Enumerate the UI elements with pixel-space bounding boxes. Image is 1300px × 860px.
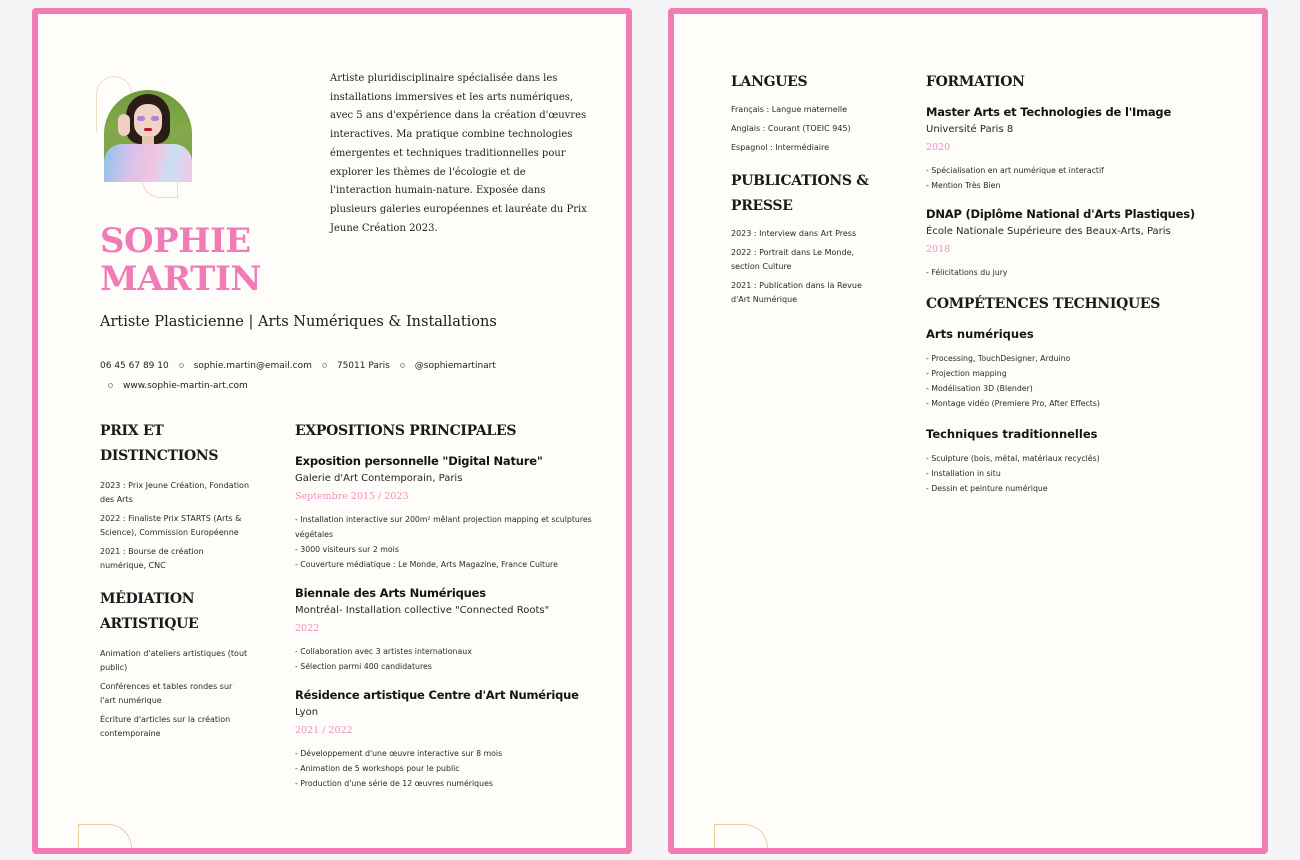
- resume-page-2: [668, 8, 1268, 854]
- exhibition-entry: [295, 686, 595, 791]
- section-title-mediation: [100, 587, 250, 637]
- entry-place: Université Paris 8: [926, 124, 1014, 135]
- skill-group-title: Techniques traditionnelles: [926, 427, 1098, 441]
- section-title-line: PUBLICATIONS &: [731, 173, 869, 189]
- entry-date: 2018: [926, 244, 951, 255]
- entry-bullet: - Félicitations du jury: [926, 268, 1008, 277]
- language-item: Français : Langue maternelle: [731, 105, 848, 114]
- mediation-item: Conférences et tables rondes sur l'art numérique: [100, 682, 233, 705]
- left-column: [731, 70, 881, 321]
- mediation-item: Animation d'ateliers artistiques (tout public): [100, 649, 248, 672]
- publication-item: 2023 : Interview dans Art Press: [731, 229, 857, 238]
- entry-bullet: - Sélection parmi 400 candidatures: [295, 662, 432, 671]
- entry-bullet: - Mention Très Bien: [926, 181, 1001, 190]
- bullet-separator-icon: [108, 383, 113, 388]
- education-entry: [926, 103, 1226, 193]
- skill-group: [926, 425, 1226, 496]
- section-title-education: FORMATION: [926, 74, 1025, 90]
- entry-bullet: - Installation interactive sur 200m² mêlant projection mapping et sculptures végétales: [295, 515, 592, 539]
- bullet-separator-icon: [400, 363, 405, 368]
- language-item: Espagnol : Intermédiaire: [731, 143, 830, 152]
- right-column: [926, 70, 1226, 510]
- award-item: 2023 : Prix Jeune Création, Fondation des Arts: [100, 481, 250, 504]
- location: 75011 Paris: [336, 361, 390, 371]
- mediation-item: Écriture d'articles sur la création contemporaine: [100, 715, 231, 738]
- entry-bullet: - Collaboration avec 3 artistes internationaux: [295, 647, 472, 656]
- entry-bullet: - 3000 visiteurs sur 2 mois: [295, 545, 399, 554]
- skill-item: - Installation in situ: [926, 469, 1001, 478]
- languages-section: [731, 70, 881, 155]
- publication-item: 2022 : Portrait dans Le Monde, section Culture: [731, 248, 855, 271]
- last-name: MARTIN: [100, 259, 261, 299]
- resume-page-1: [32, 8, 632, 854]
- section-title-exhibitions: EXPOSITIONS PRINCIPALES: [295, 423, 517, 439]
- first-name: SOPHIE: [100, 221, 251, 261]
- skill-group-title: Arts numériques: [926, 327, 1034, 341]
- publication-item: 2021 : Publication dans la Revue d'Art Numérique: [731, 281, 862, 304]
- skill-group: [926, 325, 1226, 411]
- entry-title: Résidence artistique Centre d'Art Numérique: [295, 688, 579, 702]
- skill-item: - Montage vidéo (Premiere Pro, After Effects): [926, 399, 1100, 408]
- publications-section: [731, 169, 881, 307]
- exhibitions-section: [295, 419, 595, 803]
- profile-photo: [104, 90, 192, 182]
- language-item: Anglais : Courant (TOEIC 945): [731, 124, 851, 133]
- section-title-line: MÉDIATION: [100, 591, 195, 607]
- skill-item: - Processing, TouchDesigner, Arduino: [926, 354, 1071, 363]
- section-title-line: ARTISTIQUE: [100, 616, 199, 632]
- entry-date: 2021 / 2022: [295, 725, 353, 736]
- entry-bullet: - Spécialisation en art numérique et interactif: [926, 166, 1104, 175]
- profile-photo-frame: [90, 76, 200, 200]
- decorative-corner-arc: [714, 824, 768, 848]
- skill-item: - Dessin et peinture numérique: [926, 484, 1048, 493]
- awards-section: [100, 419, 250, 573]
- education-section: [926, 70, 1226, 280]
- skill-item: - Sculpture (bois, métal, matériaux recyclés): [926, 454, 1100, 463]
- section-title-skills: COMPÉTENCES TECHNIQUES: [926, 296, 1161, 312]
- section-title-publications: [731, 169, 881, 219]
- profile-summary: Artiste pluridisciplinaire spécialisée dans les installations immersives et les arts numériques, avec 5 ans d'expérience dans la création d'œuvres interactives. Ma pratique combine technologies émergentes et techniques traditionnelles pour explorer les thèmes de l'écologie et de l'interaction humain-nature. Exposée dans plusieurs galeries européennes et lauréate du Prix Jeune Création 2023.: [330, 73, 587, 234]
- social-handle[interactable]: @sophiemartinart: [414, 361, 496, 371]
- entry-bullet: - Développement d'une œuvre interactive sur 8 mois: [295, 749, 503, 758]
- entry-title: DNAP (Diplôme National d'Arts Plastiques): [926, 207, 1195, 221]
- skill-item: - Modélisation 3D (Blender): [926, 384, 1033, 393]
- entry-date: 2022: [295, 623, 320, 634]
- entry-place: École Nationale Supérieure des Beaux-Arts, Paris: [926, 226, 1171, 237]
- email-address[interactable]: sophie.martin@email.com: [193, 361, 312, 371]
- section-title-awards: [100, 419, 250, 469]
- decorative-corner-arc: [78, 824, 132, 848]
- entry-bullet: - Production d'une série de 12 œuvres numériques: [295, 779, 493, 788]
- entry-title: Biennale des Arts Numériques: [295, 586, 486, 600]
- skill-item: - Projection mapping: [926, 369, 1007, 378]
- entry-bullet: - Couverture médiatique : Le Monde, Arts Magazine, France Culture: [295, 560, 558, 569]
- left-column: [100, 419, 250, 755]
- bullet-separator-icon: [322, 363, 327, 368]
- award-item: 2021 : Bourse de création numérique, CNC: [100, 547, 204, 570]
- skills-section: [926, 292, 1226, 496]
- entry-title: Exposition personnelle "Digital Nature": [295, 454, 543, 468]
- website-link[interactable]: www.sophie-martin-art.com: [123, 381, 248, 391]
- section-title-languages: LANGUES: [731, 74, 808, 90]
- section-title-line: DISTINCTIONS: [100, 448, 219, 464]
- entry-date: 2020: [926, 142, 951, 153]
- entry-place: Montréal- Installation collective "Connected Roots": [295, 605, 550, 616]
- section-title-line: PRESSE: [731, 198, 793, 214]
- education-entry: [926, 205, 1226, 280]
- bullet-separator-icon: [179, 363, 184, 368]
- entry-bullet: - Animation de 5 workshops pour le public: [295, 764, 460, 773]
- award-item: 2022 : Finaliste Prix STARTS (Arts & Science), Commission Européenne: [100, 514, 242, 537]
- contact-info: [100, 356, 570, 396]
- job-title: Artiste Plasticienne | Arts Numériques & Installations: [100, 314, 497, 330]
- entry-place: Lyon: [295, 707, 319, 718]
- entry-date: Septembre 2015 / 2023: [295, 491, 409, 502]
- phone-number: 06 45 67 89 10: [100, 361, 169, 371]
- mediation-section: [100, 587, 250, 741]
- exhibition-entry: [295, 452, 595, 572]
- candidate-name: [100, 222, 261, 298]
- entry-place: Galerie d'Art Contemporain, Paris: [295, 473, 463, 484]
- exhibition-entry: [295, 584, 595, 674]
- entry-title: Master Arts et Technologies de l'Image: [926, 105, 1172, 119]
- section-title-line: PRIX ET: [100, 423, 164, 439]
